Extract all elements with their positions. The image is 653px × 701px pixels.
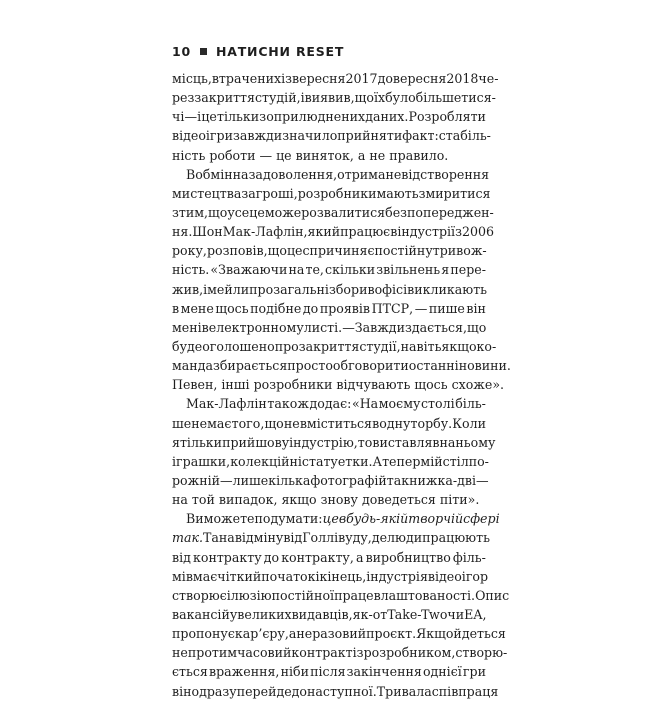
word: тільки <box>216 109 260 125</box>
word: в <box>201 319 209 335</box>
word: працює <box>340 224 391 240</box>
text-line <box>172 165 490 184</box>
word: закінчення <box>346 664 422 680</box>
word: та <box>386 472 402 488</box>
word: розвалитися <box>301 204 386 220</box>
word: створення <box>420 166 490 182</box>
word: їх <box>373 90 386 106</box>
word: манда <box>172 358 213 374</box>
word: прийшов <box>222 434 282 450</box>
word: до <box>291 683 308 699</box>
word: збори <box>328 281 368 297</box>
word: ше <box>172 415 192 431</box>
word: а <box>288 626 297 642</box>
word: на <box>172 492 188 508</box>
word: це <box>249 204 265 220</box>
word: попереджен- <box>407 204 494 220</box>
word: наступної. <box>307 683 377 699</box>
word: закриття <box>298 338 360 354</box>
word: не <box>296 626 313 642</box>
word: здається, <box>404 319 467 335</box>
word: створю- <box>455 645 508 661</box>
word: що <box>354 90 374 106</box>
word: на <box>232 166 249 182</box>
word: викликають <box>407 281 488 297</box>
word: «Зважаючи <box>210 262 288 278</box>
page-number: 10 <box>172 44 191 59</box>
word: факт: <box>402 128 439 144</box>
word: що <box>208 204 228 220</box>
word: вересня <box>292 71 346 86</box>
word: виняток, <box>295 147 354 163</box>
word: стабіль- <box>438 128 491 144</box>
word: перейде <box>236 683 292 699</box>
word: постійної <box>271 587 335 603</box>
word: я <box>172 434 180 450</box>
text-line <box>172 203 494 222</box>
word: чи <box>447 606 465 622</box>
word: спричиняє <box>302 243 375 259</box>
word: як-от <box>352 606 388 622</box>
word: щось <box>414 377 448 393</box>
word: контракту <box>192 549 262 565</box>
word: видавців, <box>291 606 353 622</box>
word: Голлівуду, <box>302 530 372 546</box>
word: схоже». <box>451 377 505 393</box>
word: Тривала <box>376 683 432 699</box>
text-line <box>172 280 486 299</box>
word: індустрія <box>366 568 428 584</box>
word: було <box>385 90 416 106</box>
word: електронному <box>208 319 304 335</box>
word: — <box>220 472 233 488</box>
word: Якщо <box>416 626 454 642</box>
word: втрачених <box>211 71 282 86</box>
word: закриття <box>194 90 255 106</box>
text-line <box>172 107 486 126</box>
word: не <box>172 645 188 661</box>
word: разовий <box>312 626 367 642</box>
word: стіл <box>442 453 469 469</box>
word: також <box>267 396 309 412</box>
word: В <box>186 166 196 182</box>
word: правило. <box>389 147 449 163</box>
word: буде <box>172 338 203 354</box>
word: у <box>229 606 238 622</box>
word: піти». <box>439 492 480 508</box>
word: оголошено <box>202 338 275 354</box>
word: А <box>372 453 383 469</box>
word: розробники <box>297 185 377 201</box>
word: офісі <box>374 281 408 297</box>
word: про <box>249 281 274 297</box>
word: навіть <box>400 338 442 354</box>
word: те, <box>305 262 324 278</box>
word: без <box>385 204 408 220</box>
text-line <box>172 490 486 509</box>
word: обговорити <box>332 358 409 374</box>
word: розробником, <box>363 645 456 661</box>
word: пропонує <box>172 626 235 642</box>
text-line <box>172 69 499 88</box>
word: вересня <box>392 71 447 86</box>
word: ня. <box>172 224 193 240</box>
word: додає: <box>309 396 352 412</box>
text-line <box>172 414 486 433</box>
word: в <box>172 300 180 316</box>
word: з <box>259 109 267 125</box>
word: 2018 <box>446 71 479 86</box>
word: гри <box>462 664 486 680</box>
word: ність. <box>172 262 210 278</box>
word: можете <box>203 511 255 527</box>
word: Take-Two <box>387 606 448 622</box>
word: індустрії <box>397 224 456 240</box>
word: — <box>476 472 489 488</box>
word: проявів <box>319 300 371 316</box>
word: подумати: <box>254 511 323 527</box>
word: мають <box>376 185 419 201</box>
word: що <box>264 415 284 431</box>
word: — <box>259 147 273 163</box>
word: чі <box>172 109 185 125</box>
word: доведеться <box>361 492 436 508</box>
word: че- <box>478 71 499 86</box>
word: мене <box>180 300 214 316</box>
text-line <box>172 509 500 528</box>
word: тільки <box>179 434 223 450</box>
word: Ви <box>186 511 204 527</box>
word: після <box>310 664 346 680</box>
word: відміну <box>234 530 284 546</box>
word: жив, <box>172 281 204 297</box>
text-line <box>172 548 486 567</box>
word: завжди <box>233 128 283 144</box>
word: скільки <box>325 262 376 278</box>
word: враження, <box>209 664 280 680</box>
word: не <box>369 147 386 163</box>
word: мій <box>420 453 443 469</box>
word: отримане <box>337 166 402 182</box>
word: творчій <box>408 511 464 527</box>
word: одну <box>379 415 411 431</box>
word: новини. <box>458 358 511 374</box>
word: змиритися <box>418 185 491 201</box>
word: рожній <box>172 472 221 488</box>
word: розробники <box>253 377 333 393</box>
word: якщо <box>281 492 317 508</box>
word: що <box>466 319 487 335</box>
word: фотографій <box>310 472 387 488</box>
word: Певен, <box>172 377 218 393</box>
word: із <box>352 645 364 661</box>
word: того, <box>231 415 265 431</box>
word: він <box>466 300 486 316</box>
word: виробництво <box>365 549 451 565</box>
word: з <box>172 204 179 220</box>
word: інші <box>221 377 250 393</box>
word: просто <box>287 358 333 374</box>
word: і <box>315 568 320 584</box>
word: Опис <box>475 587 510 603</box>
text-line <box>172 299 486 318</box>
word: в <box>338 511 347 527</box>
word: мені <box>172 319 202 335</box>
body-text <box>172 69 511 701</box>
word: — <box>342 319 355 335</box>
word: «На <box>351 396 379 412</box>
word: Та <box>202 530 219 546</box>
word: оприлюднених <box>266 109 366 125</box>
text-line <box>172 241 486 260</box>
word: усе <box>227 204 250 220</box>
word: із <box>281 71 293 86</box>
text-line <box>172 260 486 279</box>
word: тепер <box>382 453 421 469</box>
word: це <box>201 109 217 125</box>
word: року, <box>172 243 207 259</box>
word: що <box>267 243 287 259</box>
word: контракт <box>291 645 353 661</box>
word: виявив, <box>304 90 355 106</box>
word: це <box>276 147 292 163</box>
word: будь-якій <box>346 511 409 527</box>
word: чіткий <box>217 568 262 584</box>
word: прийняти <box>337 128 403 144</box>
word: по- <box>468 453 489 469</box>
word: кар’єру, <box>234 626 289 642</box>
word: відеоігри <box>172 128 233 144</box>
word: тим, <box>178 204 209 220</box>
word: ність <box>172 147 206 163</box>
text-line <box>172 567 489 586</box>
word: то <box>357 434 373 450</box>
word: початок <box>261 568 316 584</box>
text-line <box>172 126 491 145</box>
word: Коли <box>452 415 486 431</box>
word: у <box>281 434 290 450</box>
word: столі <box>420 396 455 412</box>
word: про <box>187 645 212 661</box>
word: біль- <box>455 396 486 412</box>
word: загальні <box>273 281 329 297</box>
word: йдеться <box>453 626 506 642</box>
word: вміститься <box>299 415 372 431</box>
square-separator-icon <box>200 48 207 55</box>
word: від <box>401 166 421 182</box>
word: від <box>172 549 191 565</box>
running-head <box>172 44 344 59</box>
text-line <box>172 433 496 452</box>
word: даних. <box>365 109 409 125</box>
word: той <box>191 492 215 508</box>
text-line <box>172 356 511 375</box>
word: працевлаштованості. <box>334 587 476 603</box>
word: проєкт. <box>366 626 417 642</box>
word: колекційні <box>230 453 302 469</box>
word: мистецтва <box>172 185 242 201</box>
word: люди <box>387 530 423 546</box>
word: і <box>300 90 305 106</box>
word: а <box>357 147 366 163</box>
word: пере- <box>450 262 486 278</box>
text-line <box>172 682 499 701</box>
word: Завжди <box>354 319 405 335</box>
word: створює <box>172 587 227 603</box>
word: імейли <box>203 281 250 297</box>
word: пише <box>428 300 465 316</box>
word: Мак-Лафлін, <box>222 224 308 240</box>
word: до <box>263 549 280 565</box>
word: місць, <box>172 71 212 86</box>
word: кілька <box>268 472 311 488</box>
word: в <box>390 224 398 240</box>
text-line <box>172 375 505 394</box>
text-line <box>172 222 495 241</box>
text-line <box>172 394 486 413</box>
word: звільнень <box>376 262 441 278</box>
text-line <box>172 337 497 356</box>
word: до <box>377 71 393 86</box>
word: за <box>241 185 256 201</box>
word: листі. <box>303 319 343 335</box>
word: значило <box>282 128 338 144</box>
word: виставляв <box>372 434 440 450</box>
word: більше <box>415 90 462 106</box>
word: це <box>286 243 303 259</box>
word: рез <box>172 90 195 106</box>
word: з <box>455 224 462 240</box>
word: має <box>192 568 218 584</box>
word: останні <box>408 358 459 374</box>
word: відчувають <box>336 377 411 393</box>
text-line <box>172 88 496 107</box>
word: студій, <box>254 90 301 106</box>
word: я <box>441 262 450 278</box>
word: вакансій <box>172 606 230 622</box>
word: тривож- <box>432 243 487 259</box>
word: співпраця <box>431 683 499 699</box>
word: в <box>367 281 375 297</box>
word: книжка-дві <box>401 472 477 488</box>
text-line <box>172 146 486 165</box>
word: на <box>439 434 456 450</box>
word: а <box>355 549 364 565</box>
word: студії, <box>359 338 401 354</box>
word: філь- <box>452 549 486 565</box>
word: кінець, <box>319 568 367 584</box>
text-line <box>172 528 490 547</box>
word: ніби <box>280 664 309 680</box>
word: іграшки, <box>172 453 231 469</box>
word: ється <box>172 664 208 680</box>
word: до <box>302 300 319 316</box>
word: так. <box>172 530 203 546</box>
word: якщо <box>441 338 477 354</box>
word: це <box>322 511 339 527</box>
text-line <box>172 586 510 605</box>
word: 2017 <box>345 71 378 86</box>
word: може <box>264 204 302 220</box>
word: тимчасовий <box>211 645 292 661</box>
word: на <box>218 530 235 546</box>
word: ко- <box>476 338 497 354</box>
word: моєму <box>378 396 421 412</box>
word: ньому <box>455 434 496 450</box>
text-line <box>172 605 486 624</box>
word: в <box>372 415 380 431</box>
word: статуетки. <box>301 453 373 469</box>
word: постійну <box>374 243 433 259</box>
word: який <box>307 224 341 240</box>
word: працюють <box>422 530 490 546</box>
word: не <box>283 415 300 431</box>
word: — <box>184 109 198 125</box>
word: від <box>283 530 303 546</box>
word: гроші, <box>255 185 298 201</box>
word: контракту, <box>281 549 354 565</box>
word: роботи <box>209 147 256 163</box>
word: ілюзію <box>226 587 272 603</box>
word: — <box>414 300 428 316</box>
word: індустрію, <box>289 434 358 450</box>
word: немає <box>191 415 232 431</box>
word: однієї <box>422 664 462 680</box>
word: збирається <box>212 358 288 374</box>
text-line <box>172 452 489 471</box>
text-line <box>172 184 491 203</box>
word: мів <box>172 568 193 584</box>
word: випадок, <box>218 492 278 508</box>
word: він <box>172 683 192 699</box>
word: де <box>371 530 388 546</box>
word: знову <box>320 492 358 508</box>
word: Шон <box>192 224 223 240</box>
word: ПТСР, <box>371 300 414 316</box>
text-line <box>172 624 506 643</box>
word: задоволення, <box>248 166 338 182</box>
word: Розробляти <box>408 109 486 125</box>
word: 2006 <box>461 224 495 240</box>
word: обмін <box>195 166 233 182</box>
word: одразу <box>191 683 237 699</box>
word: Мак-Лафлін <box>186 396 267 412</box>
word: на <box>288 262 305 278</box>
text-line <box>172 662 486 681</box>
word: подібне <box>250 300 302 316</box>
word: розповів, <box>206 243 268 259</box>
word: і <box>197 109 202 125</box>
word: щось <box>215 300 249 316</box>
word: торбу. <box>410 415 453 431</box>
word: сфері <box>463 511 500 527</box>
text-line <box>172 471 489 490</box>
text-line <box>172 318 486 337</box>
word: великих <box>237 606 292 622</box>
word: EA, <box>464 606 487 622</box>
book-title: НАТИСНИ RESET <box>216 44 345 59</box>
word: тися- <box>461 90 496 106</box>
word: про <box>274 338 299 354</box>
word: відеоігор <box>427 568 489 584</box>
word: лише <box>232 472 269 488</box>
